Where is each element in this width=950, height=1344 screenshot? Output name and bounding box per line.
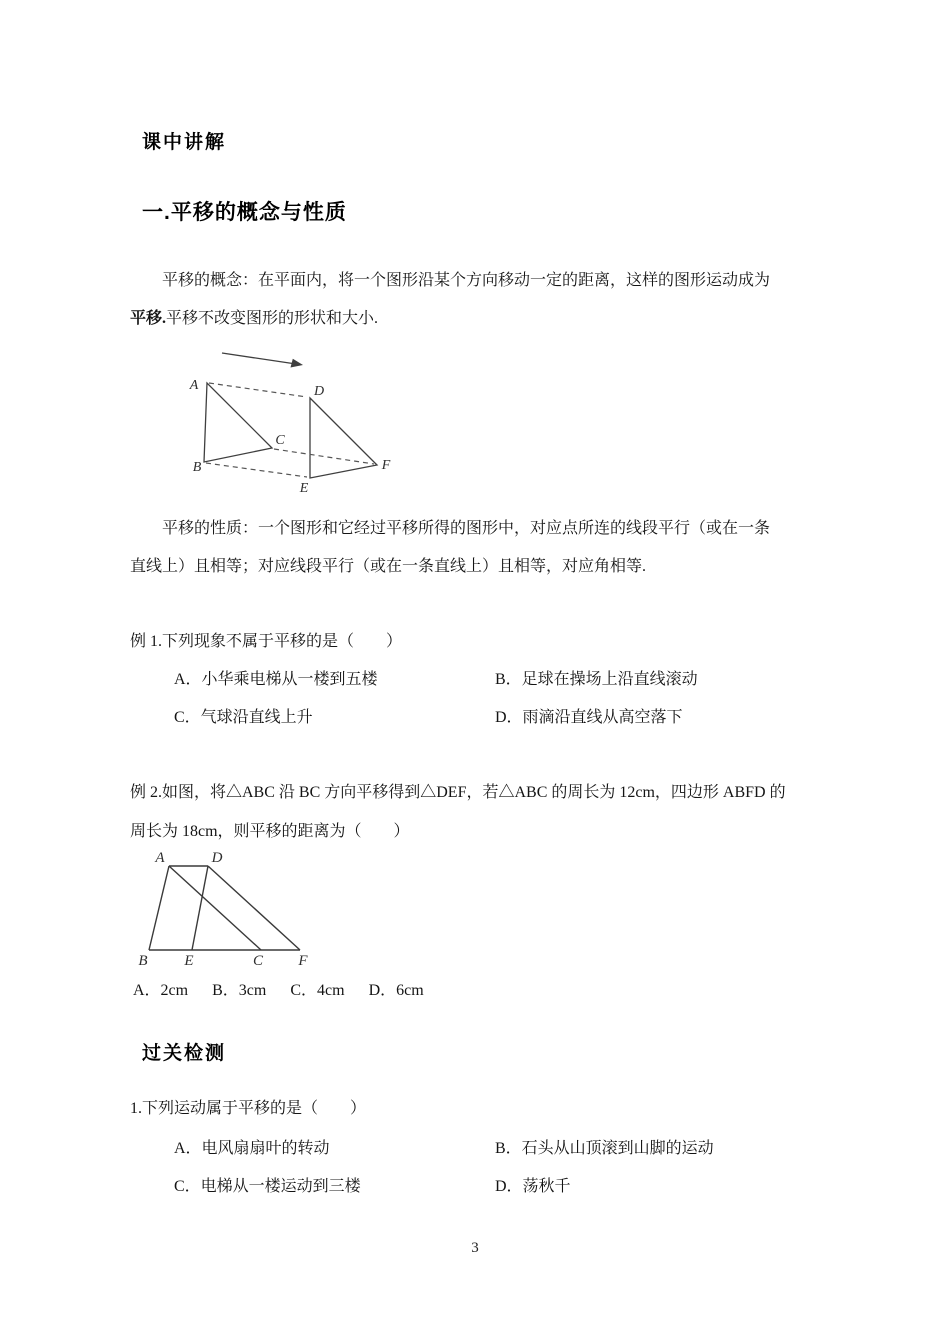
fig1-label-a: A: [189, 378, 199, 393]
concept-line2: [130, 310, 378, 327]
fig1-label-d: D: [313, 384, 325, 399]
topic-title: 一.平移的概念与性质: [142, 201, 347, 224]
property-line2: 直线上）且相等；对应线段平行（或在一条直线上）且相等，对应角相等.: [130, 558, 647, 575]
quiz-q1-option-a: A．电风扇扇叶的转动: [174, 1140, 330, 1157]
example2-options: [133, 979, 424, 1003]
edge-ab: [149, 866, 169, 950]
fig2-label-b: B: [138, 953, 148, 969]
fig2-label-a: A: [155, 850, 165, 866]
translation-arrow-icon: [222, 353, 303, 368]
checkpoint-heading: 过关检测: [142, 1043, 227, 1064]
figure-example2: [135, 848, 320, 972]
quiz-q1-options: [174, 1130, 814, 1206]
figure-translation-demo: [160, 343, 400, 495]
quiz-q1-option-b: B．石头从山顶滚到山脚的运动: [495, 1140, 714, 1157]
example2-option-d: D．6cm: [368, 982, 424, 999]
edge-df: [208, 866, 300, 950]
edge-ac: [169, 866, 261, 950]
fig2-label-d: D: [211, 850, 223, 866]
fig1-label-c: C: [275, 433, 285, 448]
fig1-label-e: E: [299, 481, 309, 495]
concept-bold-term: 平移.: [130, 310, 167, 327]
dashed-be: [206, 463, 307, 477]
triangle-abc: [204, 383, 272, 462]
quiz-q1-option-d: D．荡秋千: [495, 1178, 571, 1195]
quiz-q1-stem: 1.下列运动属于平移的是（ ）: [130, 1100, 367, 1117]
concept-line2-rest: 平移不改变图形的形状和大小.: [166, 310, 379, 327]
fig2-label-f: F: [298, 953, 308, 969]
concept-paragraph: [130, 262, 830, 338]
property-paragraph: [130, 510, 830, 586]
example2-option-c: C．4cm: [290, 982, 345, 999]
property-line1: 平移的性质：一个图形和它经过平移所得的图形中，对应点所连的线段平行（或在一条: [162, 520, 771, 537]
concept-line1: 平移的概念：在平面内，将一个图形沿某个方向移动一定的距离，这样的图形运动成为: [162, 272, 771, 289]
example2-option-b: B．3cm: [212, 982, 267, 999]
dashed-cf: [274, 449, 374, 464]
fig2-label-e: E: [184, 953, 194, 969]
example1-option-d: D．雨滴沿直线从高空落下: [495, 709, 683, 726]
example1-option-a: A．小华乘电梯从一楼到五楼: [174, 671, 378, 688]
dashed-ad: [209, 383, 307, 397]
page-number: 3: [471, 1240, 479, 1256]
fig2-label-c: C: [252, 953, 264, 969]
fig1-label-b: B: [192, 460, 202, 475]
example1-options: [174, 661, 814, 737]
example2-stem-line1: 例 2.如图，将△ABC 沿 BC 方向平移得到△DEF，若△ABC 的周长为 12cm，四边形 ABFD 的: [130, 784, 786, 801]
example1-option-b: B．足球在操场上沿直线滚动: [495, 671, 698, 688]
example2-option-a: A．2cm: [133, 982, 189, 999]
fig1-label-f: F: [381, 458, 391, 473]
example2-stem: [130, 773, 830, 851]
triangle-def: [310, 398, 377, 478]
example1-stem: 例 1.下列现象不属于平移的是（ ）: [130, 633, 403, 650]
quiz-q1-option-c: C．电梯从一楼运动到三楼: [174, 1178, 361, 1195]
edge-de: [192, 866, 208, 950]
example1-option-c: C．气球沿直线上升: [174, 709, 313, 726]
example2-stem-line2: 周长为 18cm，则平移的距离为（ ）: [130, 823, 410, 840]
lecture-heading: 课中讲解: [142, 132, 227, 153]
